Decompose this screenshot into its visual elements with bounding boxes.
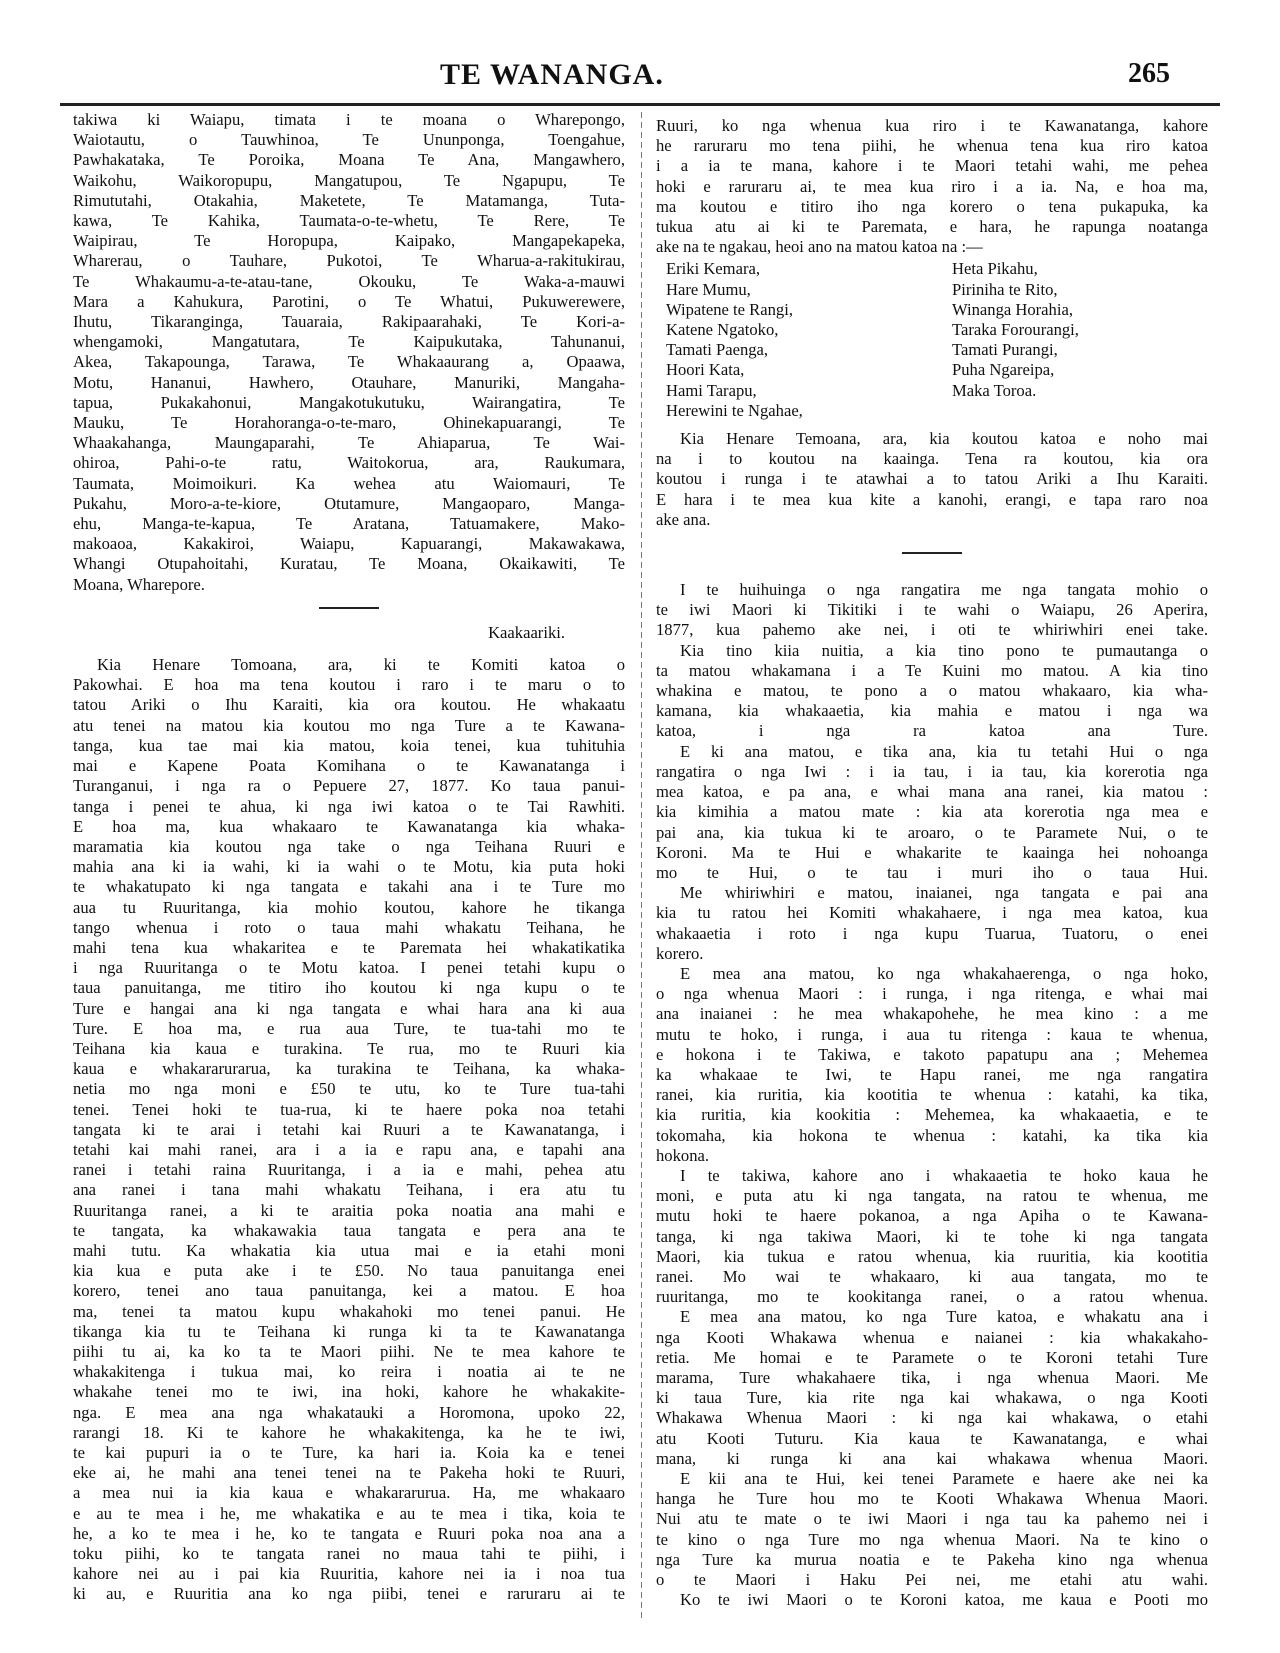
text-line: I te huihuinga o nga rangatira me nga tangata mohio o (680, 580, 1208, 600)
text-line: a mea nui ia kia kaua e whakararurua. Ha, me whakaaro (73, 1483, 625, 1503)
text-line: ohiroa, Pahi-o-te ratu, Waitokorua, ara, Raukumara, (73, 453, 625, 473)
text-line: tapua, Pukakahonui, Mangakotukutuku, Wairangatira, Te (73, 392, 625, 412)
text-line: tetahi kai mahi ranei, ara i a ia e rapu ana, e tapahi ana (73, 1139, 625, 1159)
text-line: korero, tenei ano taua panuitanga, kei a matou. E hoa (73, 1281, 625, 1301)
signatory-name: Wipatene te Rangi, (666, 299, 793, 319)
text-line: E mea ana matou, ko nga Ture katoa, e whakatu ana i (680, 1307, 1208, 1327)
text-line: o nga whenua Maori : i runga, i nga ritenga, e whai mai (656, 984, 1208, 1004)
text-line: Whakawa Whenua Maori : ki nga kai whakawa, o etahi (656, 1408, 1208, 1428)
text-line: kawa, Te Kahika, Taumata-o-te-whetu, Te Rere, Te (73, 211, 625, 231)
text-line: ake ana. (656, 509, 711, 529)
text-line: rarangi 18. Ki te kahore he whakakitenga, ka he te iwi, (73, 1422, 625, 1442)
text-line: netia mo nga moni e £50 te utu, ko te Ture tua-tahi (73, 1079, 625, 1099)
signatory-name: Herewini te Ngahae, (666, 400, 803, 420)
text-line: mahi tena kua whakaritea e te Paremata hei whakatikatika (73, 937, 625, 957)
text-line: i nga Ruuritanga o te Motu katoa. I penei tetahi kupu o (73, 958, 625, 978)
text-line: ana inaianei : he mea whakapohehe, he mea kino : a me (656, 1004, 1208, 1024)
text-line: o te Maori i Haku Pei nei, me etahi atu wahi. (656, 1570, 1208, 1590)
signatory-name: Hoori Kata, (666, 360, 745, 380)
text-line: ana ranei i tana mahi whakatu Teihana, i era atu tu (73, 1180, 625, 1200)
column-divider (641, 112, 642, 1622)
text-line: Kia Henare Tomoana, ara, ki te Komiti katoa o (97, 655, 625, 675)
text-line: kia kua e puta ake i te £50. No taua panuitanga enei (73, 1261, 625, 1281)
text-line: mea katoa, e pa ana, e whai mana ana ranei, kia matou : (656, 782, 1208, 802)
text-line: whengamoki, Mangatutara, Te Kaipukutaka, Tahunanui, (73, 332, 625, 352)
text-line: na i to koutou na kaainga. Tena ra koutou, kia ora (656, 449, 1208, 469)
text-line: Moana, Wharepore. (73, 574, 205, 594)
text-line: tokomaha, kia hokona te whenua : katahi, ka tika kia (656, 1125, 1208, 1145)
text-line: E ki ana matou, e tika ana, kia tu tetahi Hui o nga (680, 741, 1208, 761)
signatory-name: Puha Ngareipa, (952, 360, 1055, 380)
section-separator (902, 552, 962, 554)
text-line: kaua e whakararurarua, ka turakina te Teihana, ka whaka- (73, 1059, 625, 1079)
text-line: kahore nei au i pai kia Ruuritia, kahore nei ia i noa tua (73, 1564, 625, 1584)
text-line: kia ruritia, kia kookitia : Mehemea, ka whakaaetia, e te (656, 1105, 1208, 1125)
text-line: Taumata, Moimoikuri. Ka wehea atu Waiomauri, Te (73, 473, 625, 493)
text-line: Waipirau, Te Horopupa, Kaipako, Mangapekapeka, (73, 231, 625, 251)
signatory-name: Hare Mumu, (666, 279, 751, 299)
text-line: Ruuri, ko nga whenua kua riro i te Kawanatanga, kahore (656, 116, 1208, 135)
text-line: tanga i penei te ahua, ki nga iwi katoa o te Tai Rawhiti. (73, 796, 625, 816)
text-line: Whaakahanga, Maungaparahi, Te Ahiaparua, Te Wai- (73, 433, 625, 453)
text-line: ma koutou e titiro iho nga korero o tena pukapuka, ka (656, 196, 1208, 216)
text-line: Waiotautu, o Tauwhinoa, Te Ununponga, Toengahue, (73, 130, 625, 150)
signatory-name: Eriki Kemara, (666, 259, 760, 279)
text-line: Ruuritanga ranei, a ki te araitia poka noatia ana mahi e (73, 1200, 625, 1220)
text-line: Ture e hangai ana ki nga tangata e whai hara ana ki aua (73, 998, 625, 1018)
text-line: Waikohu, Waikoropupu, Mangatupou, Te Ngapupu, Te (73, 170, 625, 190)
text-line: Ture. E hoa ma, e rua aua Ture, te tua-tahi mo te (73, 1018, 625, 1038)
text-line: I te takiwa, kahore ano i whakaaetia te hoko kaua he (680, 1165, 1208, 1185)
text-line: hanga he Ture hou mo te Kooti Whakawa Whenua Maori. (656, 1489, 1208, 1509)
text-line: mana, ki runga ki ana kai whakawa whenua Maori. (656, 1448, 1208, 1468)
text-line: Pukahu, Moro-a-te-kiore, Otutamure, Mangaoparo, Manga- (73, 493, 625, 513)
text-line: Kia Henare Temoana, ara, kia koutou katoa e noho mai (680, 429, 1208, 449)
text-line: ki taua Ture, kia rite nga kai whakawa, o nga Kooti (656, 1388, 1208, 1408)
text-line: i a ia te mana, kahore i te Maori tetahi wahi, me pehea (656, 156, 1208, 176)
text-line: ranei, kia ruritia, kia kootitia te whenua : katahi, ka tika, (656, 1085, 1208, 1105)
text-line: rangatira o nga Iwi : i ia tau, i ia tau, kia korerotia nga (656, 761, 1208, 781)
text-line: ake na te ngakau, heoi ano na matou katoa na :— (656, 237, 983, 257)
text-line: Te Whakaumu-a-te-atau-tane, Okouku, Te Waka-a-mauwi (73, 271, 625, 291)
text-line: piihi tu ai, ka ko ta te Maori piihi. Ne te mea kahore te (73, 1341, 625, 1361)
text-line: mo te Hui, o te tau i muri iho o taua Hui. (656, 862, 1208, 882)
signatory-name: Taraka Forourangi, (952, 320, 1079, 340)
text-line: hokona. (656, 1145, 709, 1165)
text-line: korero. (656, 943, 704, 963)
signatories-left (666, 259, 922, 421)
text-line: e au te mea i he, me whakatika e au te mea i tika, koia te (73, 1503, 625, 1523)
text-line: tenei. Tenei hoki te tua-rua, ki te haere poka noa tetahi (73, 1099, 625, 1119)
meeting-resolutions (656, 580, 1208, 1610)
text-line: mutu hoki te haere pokanoa, a nga Apiha o te Kawana- (656, 1206, 1208, 1226)
text-line: E hara i te mea kua kite a kanohi, erangi, e tapa raro noa (656, 489, 1208, 509)
signatories-right (952, 259, 1208, 421)
text-line: Rimututahi, Otakahia, Maketete, Te Matamanga, Tuta- (73, 190, 625, 210)
place-names-paragraph (73, 110, 625, 595)
text-line: tango whenua i roto o taua mahi whakatu Teihana, he (73, 917, 625, 937)
text-line: nga Kooti Whakawa whenua e naianei : kia whakakaho- (656, 1327, 1208, 1347)
text-line: ki au, e Ruuritia ana ko nga piibi, tenei e raruraru ai te (73, 1584, 625, 1604)
text-line: whakina e matou, te pono a o matou whakaaro, kia wha- (656, 681, 1208, 701)
text-line: E hoa ma, kua whakaaro te Kawanatanga kia whaka- (73, 816, 625, 836)
text-line: aua tu Ruuritanga, kia mohio koutou, kahore he tikanga (73, 897, 625, 917)
page-number: 265 (1128, 58, 1170, 89)
text-line: pai ana, kia tukua ki te aroaro, o te Paramete Nui, o te (656, 822, 1208, 842)
signatory-name: Tamati Purangi, (952, 340, 1058, 360)
text-line: atu Kooti Tuturu. Kia kaua te Kawanatanga, e whai (656, 1428, 1208, 1448)
text-line: e hokona i te Takiwa, e takoto papatupu ana ; Mehemea (656, 1044, 1208, 1064)
text-line: maramatia kia koutou nga take o nga Teihana Ruuri e (73, 836, 625, 856)
text-line: he raruraru mo tena piihi, he whenua tena kua riro katoa (656, 136, 1208, 156)
text-line: ranei. Mo wai te whakaaro, ki aua tangata, mo te (656, 1266, 1208, 1286)
text-line: Turanganui, i nga ra o Pepuere 27, 1877. Ko taua panui- (73, 776, 625, 796)
text-line: 1877, kua pahemo ake nei, i oti te whiriwhiri enei take. (656, 620, 1208, 640)
section-heading: Kaakaariki. (488, 622, 565, 642)
text-line: kia tu ratou hei Komiti whakahaere, i nga mea katoa, kua (656, 903, 1208, 923)
text-line: ruuritanga, mo te kookitanga ranei, o a ratou whenua. (656, 1287, 1208, 1307)
letter-continuation (656, 116, 1208, 257)
text-line: Wharerau, o Tauhare, Pukotoi, Te Wharua-a-rakitukirau, (73, 251, 625, 271)
text-line: te iwi Maori ki Tikitiki i te wahi o Waiapu, 26 Aperira, (656, 600, 1208, 620)
right-column (656, 116, 1208, 1610)
text-line: katoa, i nga ra katoa ana Ture. (656, 721, 1208, 741)
signatory-name: Tamati Paenga, (666, 340, 769, 360)
signatory-name: Maka Toroa. (952, 380, 1037, 400)
text-line: te whakatupato ki nga tangata e takahi ana i te Ture mo (73, 877, 625, 897)
text-line: nga. E mea ana nga whakatauki a Horomona, upoko 22, (73, 1402, 625, 1422)
closing-paragraph (656, 429, 1208, 530)
text-line: mai e Kapene Poata Komihana o te Kawanatanga i (73, 756, 625, 776)
text-line: ehu, Manga-te-kapua, Te Aratana, Tatuamakere, Mako- (73, 514, 625, 534)
text-line: eke ai, he mahi ana tenei tenei na te Pakeha hoki te Ruuri, (73, 1463, 625, 1483)
text-line: Ko te iwi Maori o te Koroni katoa, me kaua e Pooti mo (680, 1590, 1208, 1610)
text-line: takiwa ki Waiapu, timata i te moana o Wharepongo, (73, 110, 625, 129)
text-line: toku piihi, ko te tangata ranei no maua tahi te piihi, i (73, 1544, 625, 1564)
text-line: hoki e raruraru ai, te mea kua riro i a ia. Na, e hoa ma, (656, 176, 1208, 196)
text-line: te tangata, ka whakawakia taua tangata e pera ana te (73, 1220, 625, 1240)
text-line: whakaaetia i roto i nga kupu Tuarua, Tuatoru, o enei (656, 923, 1208, 943)
text-line: Mauku, Te Horahoranga-o-te-maro, Ohinekapuarangi, Te (73, 413, 625, 433)
left-column (73, 110, 625, 1605)
text-line: Me whiriwhiri e matou, inaianei, nga tangata e pai ana (680, 883, 1208, 903)
text-line: koutou i runga i te atawhai a to tatou Ariki a Ihu Karaiti. (656, 469, 1208, 489)
text-line: ranei i tetahi raina Ruuritanga, i a ia e mahi, pehea atu (73, 1160, 625, 1180)
text-line: tanga, ki nga takiwa Maori, ki te tohe ki nga tangata (656, 1226, 1208, 1246)
text-line: mutu te hoko, i runga, i aua tu ritenga : kaua te whenua, (656, 1024, 1208, 1044)
text-line: tangata ki te arai i tetahi kai Ruuri a te Kawanatanga, i (73, 1119, 625, 1139)
text-line: te kino o nga Ture mo nga whenua Maori. Na te kino o (656, 1529, 1208, 1549)
header-rule (60, 103, 1220, 106)
text-line: Maori, kia tukua e ratou whenua, kia ruuritia, kia kootitia (656, 1246, 1208, 1266)
text-line: tatou Ariki o Ihu Karaiti, kia ora koutou. He whakaatu (73, 695, 625, 715)
text-line: makoaoa, Kakakiroi, Waiapu, Kapuarangi, Makawakawa, (73, 534, 625, 554)
text-line: whakakitenga i tukua mai, ko reira i noatia ai te ne (73, 1362, 625, 1382)
text-line: retia. Me homai e te Paramete o te Koroni tetahi Ture (656, 1347, 1208, 1367)
signatory-name: Winanga Horahia, (952, 299, 1073, 319)
text-line: moni, e puta atu ki nga tangata, na ratou te whenua, me (656, 1186, 1208, 1206)
signatory-name: Katene Ngatoko, (666, 320, 779, 340)
text-line: Nui atu te mate o te iwi Maori i nga tau ka pahemo nei i (656, 1509, 1208, 1529)
signatory-name: Hami Tarapu, (666, 380, 757, 400)
section-separator (319, 607, 379, 609)
text-line: Whangi Otupahoitahi, Kuratau, Te Moana, Okaikawiti, Te (73, 554, 625, 574)
letter-paragraph (73, 655, 625, 1605)
signatory-name: Piriniha te Rito, (952, 279, 1058, 299)
text-line: mahia ana ki ia wahi, ki ia wahi o te Motu, kia puta hoki (73, 857, 625, 877)
text-line: E kii ana te Hui, kei tenei Paramete e haere ake nei ka (680, 1469, 1208, 1488)
text-line: kia kimihia a matou mate : kia ata korerotia nga mea e (656, 802, 1208, 822)
text-line: taua panuitanga, me titiro iho koutou ki nga kupu o te (73, 978, 625, 998)
text-line: tukua atu ai ki te Paremata, e hara, he rapunga noatanga (656, 217, 1208, 237)
text-line: mahi tutu. Ka whakatia kia utua mai e ia etahi moni (73, 1240, 625, 1260)
text-line: te kai pupuri ia o te Ture, ka hari ia. Koia ka e tenei (73, 1443, 625, 1462)
text-line: Teihana kia kaua e turakina. Te rua, mo te Ruuri kia (73, 1038, 625, 1058)
text-line: he, a ko te mea i he, ko te tangata e Ruuri poka noa ana a (73, 1523, 625, 1543)
signatories (666, 259, 1208, 421)
text-line: tanga, kua tae mai kia matou, koia tenei, kua tuhituhia (73, 735, 625, 755)
text-line: Koroni. Ma te Hui e whakarite te kaainga hei nohoanga (656, 842, 1208, 862)
text-line: E mea ana matou, ko nga whakahaerenga, o nga hoko, (680, 963, 1208, 983)
text-line: nga Ture ka murua noatia e te Pakeha kino nga whenua (656, 1549, 1208, 1569)
text-line: whakahe tenei mo te iwi, ina hoki, kahore he whakakite- (73, 1382, 625, 1402)
text-line: Pawhakataka, Te Poroika, Moana Te Ana, Mangawhero, (73, 150, 625, 170)
text-line: tikanga kia tu te Teihana ki runga ki ta te Kawanatanga (73, 1321, 625, 1341)
text-line: atu tenei na matou kia koutou mo nga Ture a te Kawana- (73, 715, 625, 735)
text-line: Kia tino kiia nuitia, a kia tino pono te pumautanga o (680, 640, 1208, 660)
text-line: kamana, kia whakaaetia, kia mahia e matou i nga wa (656, 701, 1208, 721)
text-line: Akea, Takapounga, Tarawa, Te Whakaaurang a, Opaawa, (73, 352, 625, 372)
text-line: ta matou whakamana i a Te Kuini mo matou. A kia tino (656, 660, 1208, 680)
text-line: Ihutu, Tikaranginga, Tauaraia, Rakipaarahaki, Te Kori-a- (73, 312, 625, 332)
text-line: Motu, Hananui, Hawhero, Otauhare, Manuriki, Mangaha- (73, 372, 625, 392)
signatory-name: Heta Pikahu, (952, 259, 1038, 279)
text-line: Mara a Kahukura, Parotini, o Te Whatui, Pukuwerewere, (73, 291, 625, 311)
page-header-title: TE WANANGA. (440, 58, 664, 91)
text-line: ka whakaae te Iwi, te Hapu ranei, me nga rangatira (656, 1064, 1208, 1084)
text-line: ma, tenei ta matou kupu whakahoki mo tenei panui. He (73, 1301, 625, 1321)
text-line: marama, Ture whakahaere tika, i nga whenua Maori. Me (656, 1367, 1208, 1387)
text-line: Pakowhai. E hoa ma tena koutou i raro i te maru o to (73, 675, 625, 695)
